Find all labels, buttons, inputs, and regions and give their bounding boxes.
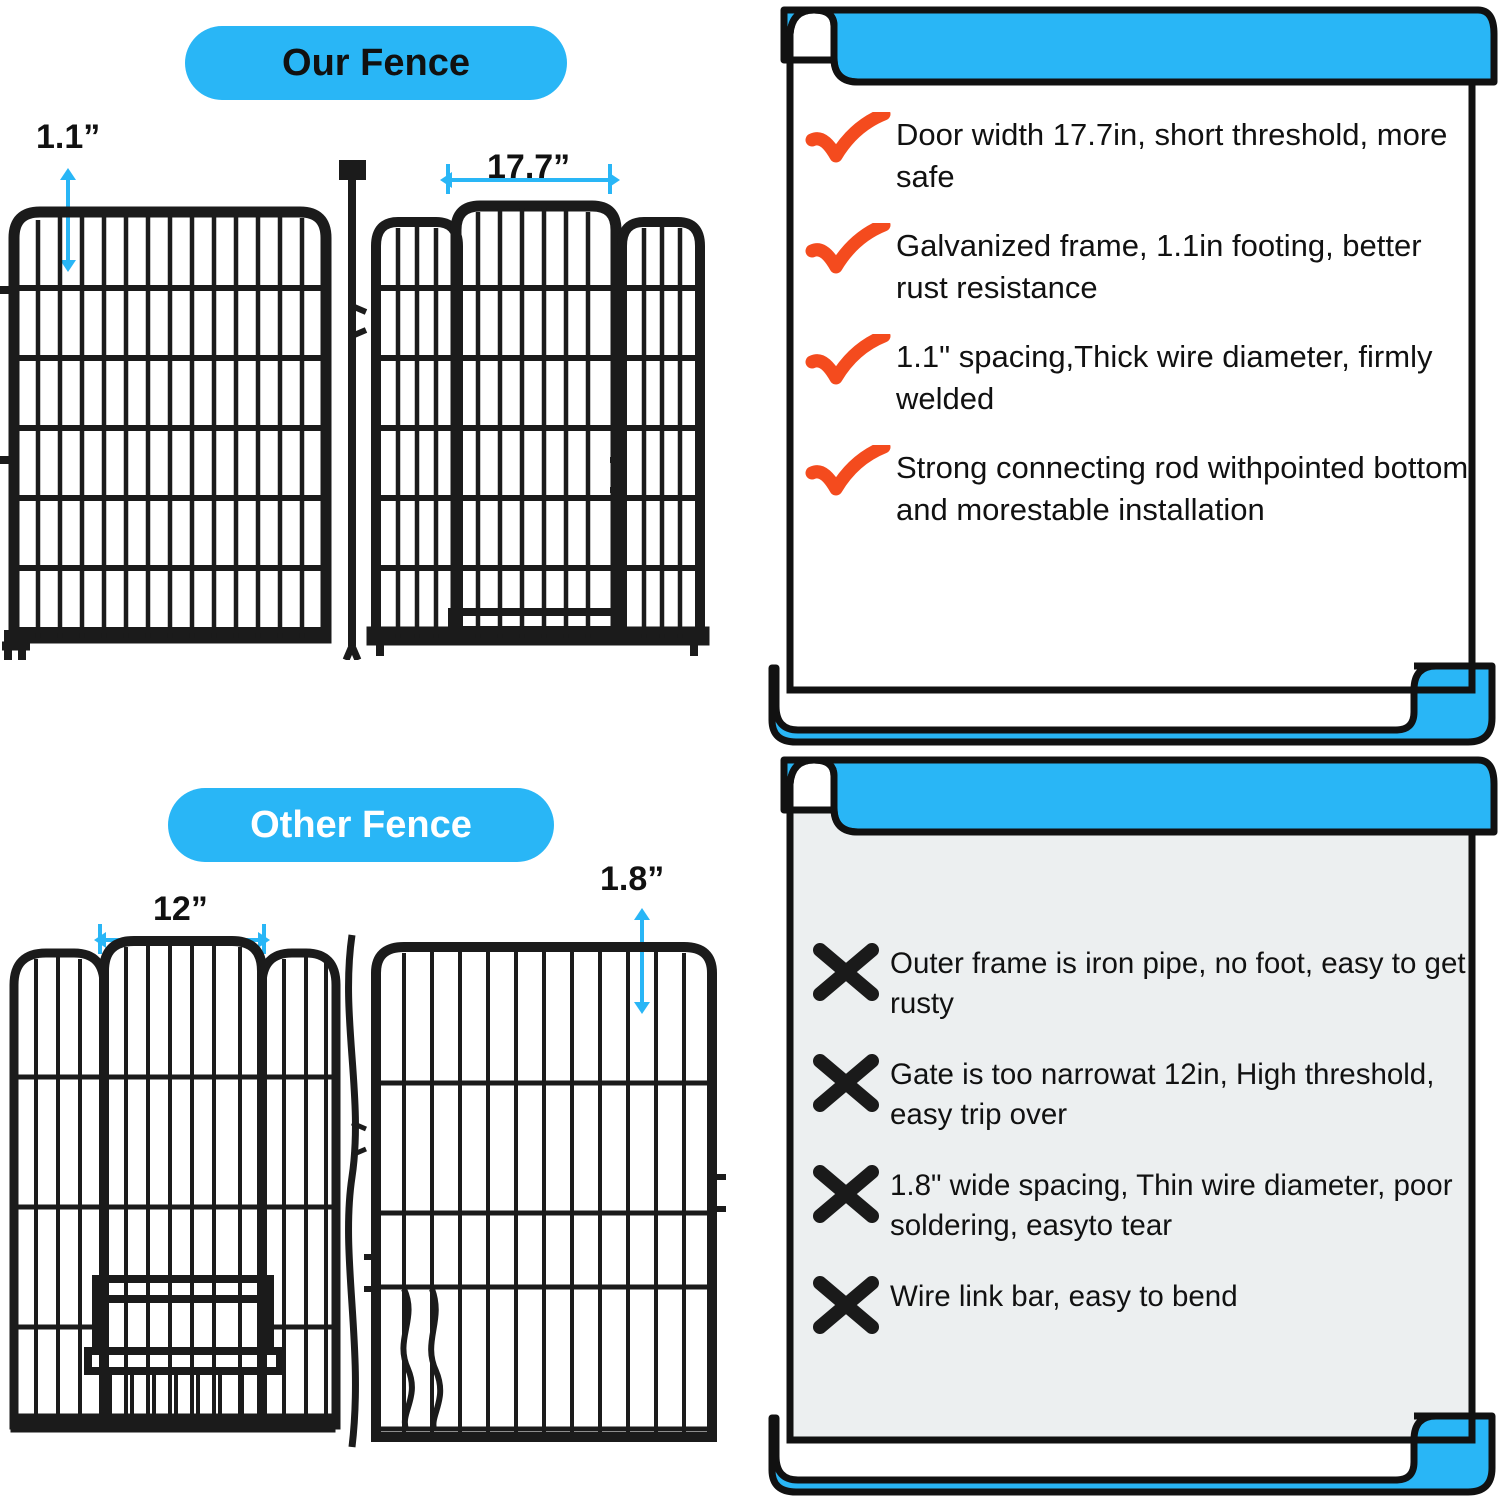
list-item	[804, 445, 1473, 530]
list-item-text: Strong connecting rod withpointed bottom and morestable installation	[896, 450, 1469, 527]
list-item-text: Wire link bar, easy to bend	[890, 1280, 1238, 1314]
cross-mark-icon	[804, 1164, 890, 1224]
our-fence-label-pill	[185, 26, 567, 100]
cross-mark-icon	[804, 1275, 890, 1335]
list-item	[804, 334, 1473, 419]
our-benefits-list	[804, 112, 1473, 556]
list-item-text: Door width 17.7in, short threshold, more safe	[896, 117, 1448, 194]
list-item	[804, 942, 1473, 1023]
our-fence-illustration-panel	[0, 0, 760, 750]
other-fence-label-pill	[168, 788, 554, 862]
cross-mark-icon	[804, 1053, 890, 1113]
other-fence-drawing	[0, 927, 740, 1487]
other-fence-label-text: Other Fence	[250, 803, 472, 846]
our-door-width-dimension-label: 17.7”	[487, 148, 571, 186]
other-spacing-dimension-label: 1.8”	[600, 860, 665, 898]
our-fence-label-text: Our Fence	[282, 41, 470, 84]
other-fence-drawbacks-panel	[762, 752, 1499, 1500]
check-mark-icon	[804, 445, 896, 509]
list-item	[804, 223, 1473, 308]
check-mark-icon	[804, 223, 896, 287]
check-mark-icon	[804, 112, 896, 176]
list-item	[804, 1053, 1473, 1134]
list-item-text: Outer frame is iron pipe, no foot, easy to get rusty	[890, 947, 1466, 1020]
list-item	[804, 112, 1473, 197]
list-item-text: 1.8" wide spacing, Thin wire diameter, poor soldering, easyto tear	[890, 1169, 1453, 1242]
our-fence-drawing	[0, 160, 740, 660]
list-item-text: Galvanized frame, 1.1in footing, better rust resistance	[896, 228, 1422, 305]
other-drawbacks-list	[804, 942, 1473, 1365]
cross-mark-icon	[804, 942, 890, 1002]
list-item	[804, 1275, 1473, 1335]
other-fence-illustration-panel	[0, 752, 760, 1500]
our-fence-benefits-panel	[762, 0, 1499, 750]
other-gate-width-dimension-label: 12”	[153, 890, 208, 928]
check-mark-icon	[804, 334, 896, 398]
list-item-text: 1.1" spacing,Thick wire diameter, firmly welded	[896, 339, 1433, 416]
list-item-text: Gate is too narrowat 12in, High threshold, easy trip over	[890, 1058, 1435, 1131]
our-spacing-dimension-label: 1.1”	[36, 118, 101, 156]
list-item	[804, 1164, 1473, 1245]
